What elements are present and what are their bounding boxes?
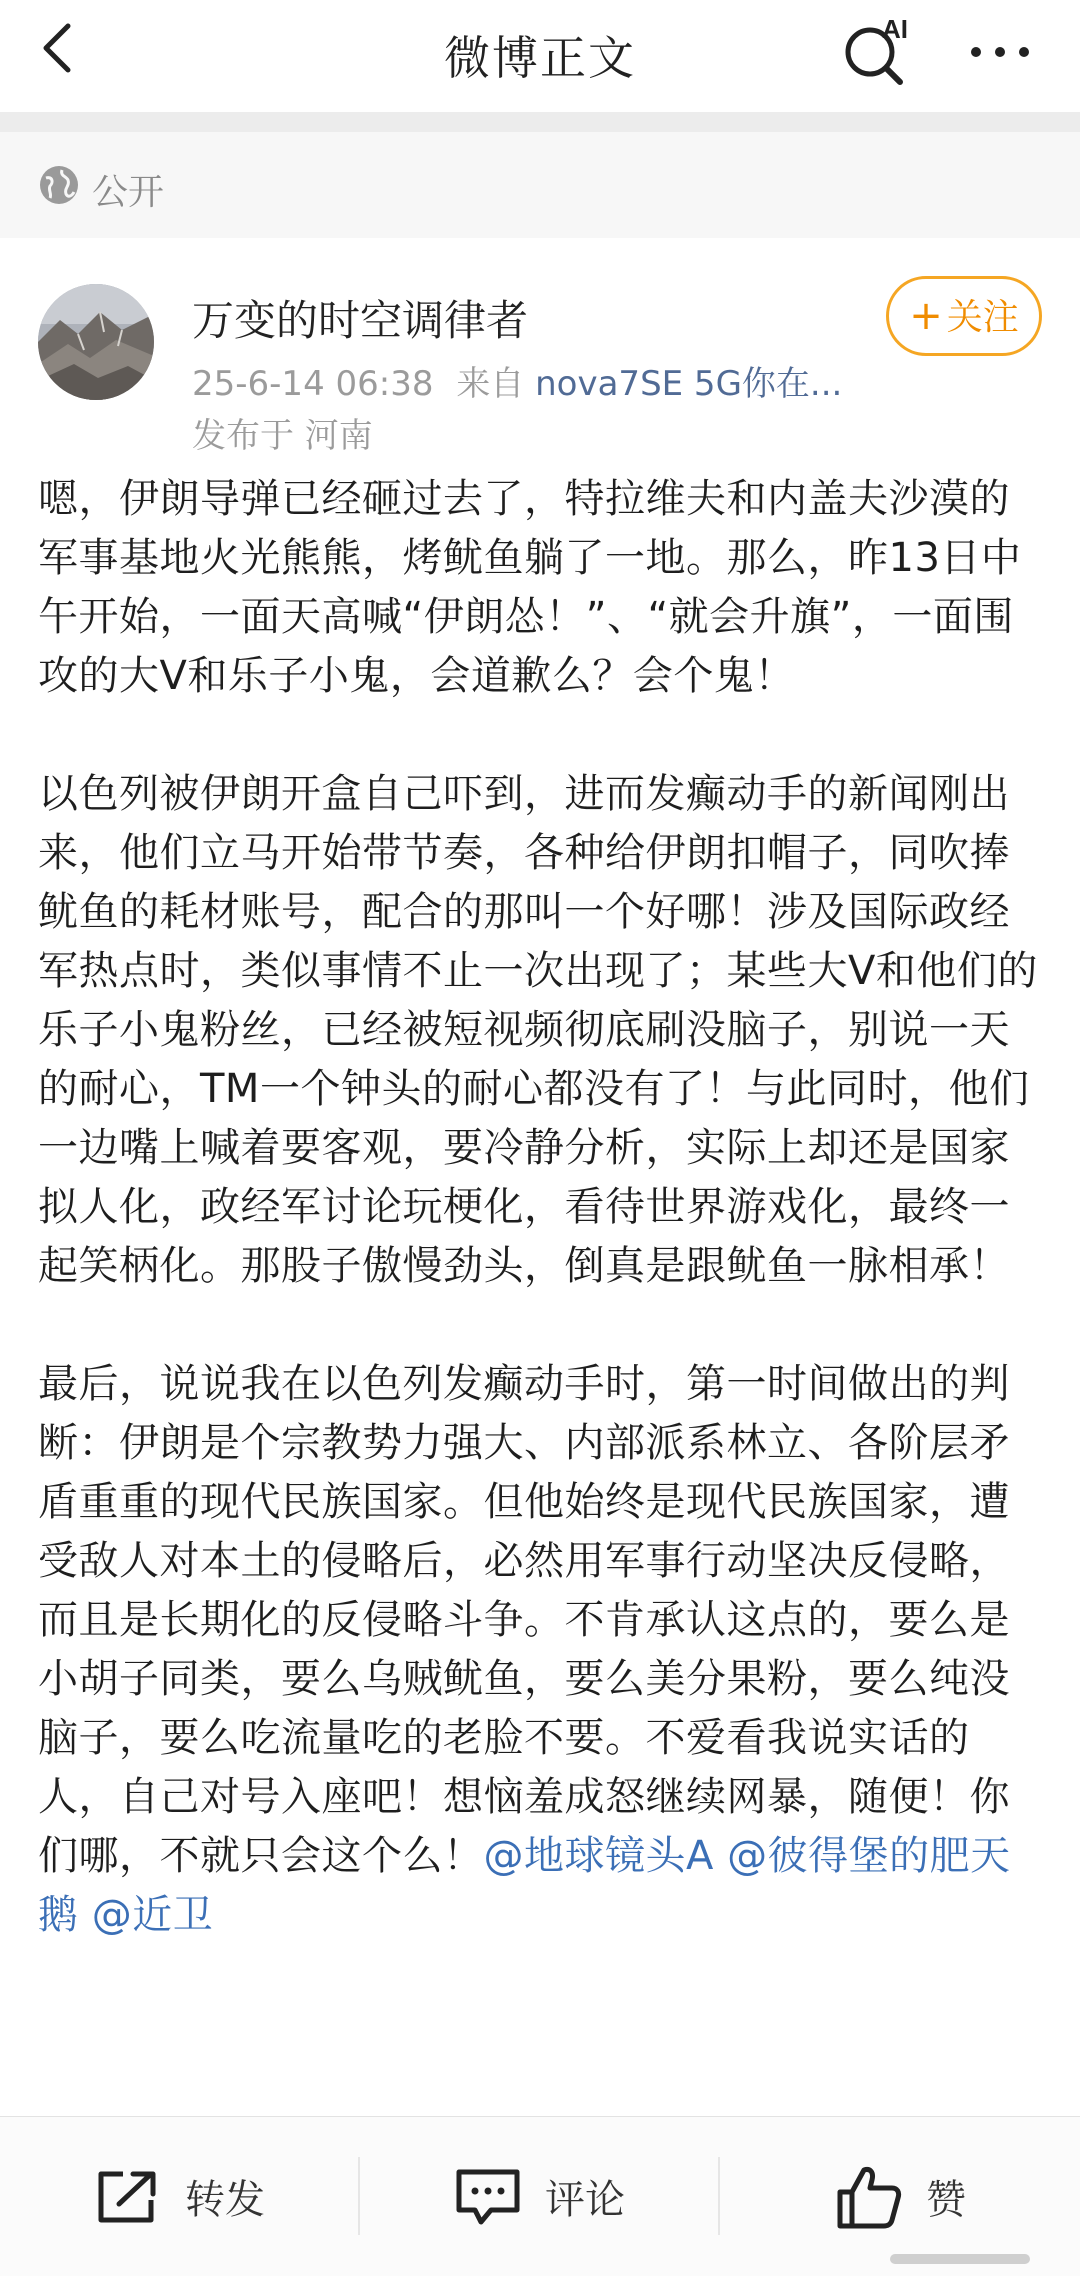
thumbs-up-icon (834, 2164, 904, 2230)
follow-label: 关注 (946, 297, 1019, 338)
repost-button[interactable] (0, 2117, 358, 2276)
like-label: 赞 (926, 2177, 966, 2223)
like-button[interactable] (720, 2117, 1080, 2276)
ai-label: AI (882, 14, 908, 44)
more-dots-icon (962, 20, 1042, 80)
page-title: 微博正文 (444, 31, 636, 85)
author-section (0, 238, 1080, 458)
mention-link-2[interactable]: @彼得堡的肥天鹅 (38, 1833, 1011, 1938)
post-time: 25-6-14 06:38 (192, 364, 434, 404)
top-navigation-bar (0, 0, 1080, 112)
follow-button[interactable] (886, 276, 1042, 356)
author-name[interactable]: 万变的时空调律者 (192, 296, 529, 345)
bottom-action-bar (0, 2116, 1080, 2276)
comment-icon (453, 2166, 523, 2228)
avatar[interactable] (38, 284, 154, 400)
source-prefix: 来自 (456, 364, 525, 404)
visibility-label: 公开 (92, 172, 165, 213)
ai-search-button[interactable] (838, 10, 928, 88)
more-options-button[interactable] (962, 20, 1042, 80)
mention-link-3[interactable]: @近卫 (91, 1892, 214, 1938)
post-meta (192, 356, 842, 405)
post-paragraph-3-text: 最后，说说我在以色列发癫动手时，第一时间做出的判断：伊朗是个宗教势力强大、内部派系林立、各阶层矛盾重重的现代民族国家。但他始终是现代民族国家，遭受敌人对本土的侵略后，必然用军事行动坚决反侵略，而且是长期化的反侵略斗争。不肯承认这点的，要么是小胡子同类，要么乌贼鱿鱼，要么美分果粉，要么纯没脑子，要么吃流量吃的老脸不要。不爱看我说实话的人，自己对号入座吧！想恼羞成怒继续网暴，随便！你们哪，不就只会这个么！ (38, 1361, 1010, 1879)
post-paragraph-2: 以色列被伊朗开盒自己吓到，进而发癫动手的新闻刚出来，他们立马开始带节奏，各种给伊朗扣帽子，同吹捧鱿鱼的耗材账号，配合的那叫一个好哪！涉及国际政经军热点时，类似事情不止一次出现了；某些大V和他们的乐子小鬼粉丝，已经被短视频彻底刷没脑子，别说一天的耐心，TM一个钟头的耐心都没有了！与此同时，他们一边嘴上喊着要客观，要冷静分析，实际上却还是国家拟人化，政经军讨论玩梗化，看待世界游戏化，最终一起笑柄化。那股子傲慢劲头，倒真是跟鱿鱼一脉相承！ (38, 771, 1038, 1289)
comment-label: 评论 (545, 2177, 625, 2223)
repost-icon (93, 2166, 163, 2228)
post-content (38, 470, 1048, 2082)
post-source-link[interactable]: nova7SE 5G你在... (535, 364, 843, 404)
post-paragraph-1: 嗯，伊朗导弹已经砸过去了，特拉维夫和内盖夫沙漠的军事基地火光熊熊，烤鱿鱼躺了一地。那么，昨13日中午开始，一面天高喊“伊朗怂！”、“就会升旗”，一面围攻的大V和乐子小鬼，会道歉么？会个鬼！ (38, 476, 1022, 699)
post-text-viewport (38, 470, 1048, 2082)
avatar-mountain-image (38, 284, 154, 400)
ai-search-icon (838, 10, 928, 88)
visibility-row (0, 132, 1080, 239)
globe-icon (38, 164, 80, 206)
mention-link-1[interactable]: @地球镜头A (483, 1833, 714, 1879)
home-indicator (890, 2254, 1030, 2264)
post-location: 发布于 河南 (192, 416, 373, 456)
repost-label: 转发 (185, 2177, 265, 2223)
plus-icon: + (909, 293, 943, 339)
post-paragraph-3 (38, 1355, 1048, 1945)
header-divider (0, 112, 1080, 132)
comment-button[interactable] (360, 2117, 718, 2276)
